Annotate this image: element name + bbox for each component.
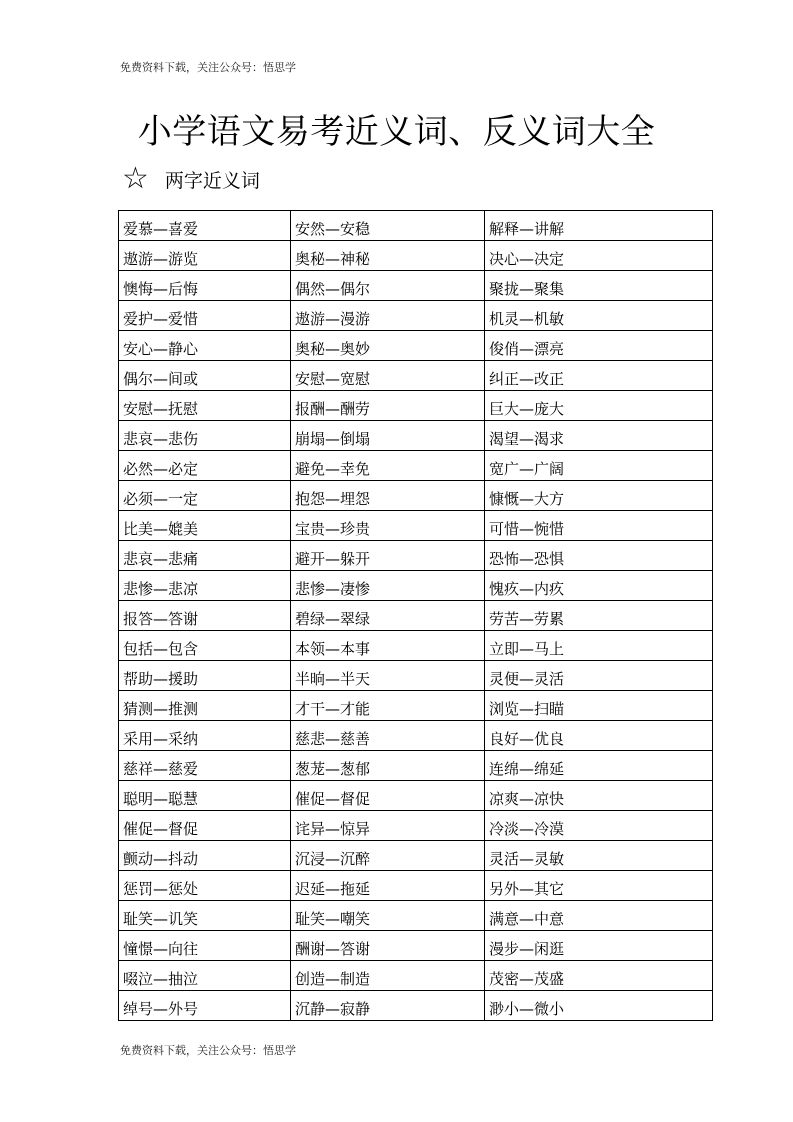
word-pair-cell: 颤动—抖动 (119, 841, 291, 871)
word-pair-cell: 碧绿—翠绿 (291, 601, 485, 631)
table-row (119, 901, 713, 931)
table-row (119, 451, 713, 481)
word-pair-cell: 包括—包含 (119, 631, 291, 661)
word-pair-cell: 愧疚—内疚 (485, 571, 713, 601)
word-table (118, 210, 713, 1021)
section-label: 两字近义词 (164, 169, 260, 192)
table-row (119, 481, 713, 511)
word-pair-cell: 聪明—聪慧 (119, 781, 291, 811)
word-pair-cell: 漫步—闲逛 (485, 931, 713, 961)
table-row (119, 781, 713, 811)
table-row (119, 331, 713, 361)
word-pair-cell: 沉浸—沉醉 (291, 841, 485, 871)
word-pair-cell: 冷淡—冷漠 (485, 811, 713, 841)
table-row (119, 721, 713, 751)
table-row (119, 211, 713, 241)
word-pair-cell: 偶尔—间或 (119, 361, 291, 391)
word-pair-cell: 机灵—机敏 (485, 301, 713, 331)
word-pair-cell: 帮助—援助 (119, 661, 291, 691)
word-pair-cell: 宽广—广阔 (485, 451, 713, 481)
word-pair-cell: 俊俏—漂亮 (485, 331, 713, 361)
word-pair-cell: 奥秘—奥妙 (291, 331, 485, 361)
word-pair-cell: 可惜—惋惜 (485, 511, 713, 541)
word-pair-cell: 另外—其它 (485, 871, 713, 901)
footer-note: 免费资料下载，关注公众号：悟思学 (120, 1044, 296, 1057)
word-pair-cell: 满意—中意 (485, 901, 713, 931)
table-row (119, 271, 713, 301)
word-pair-cell: 诧异—惊异 (291, 811, 485, 841)
table-row (119, 301, 713, 331)
word-pair-cell: 巨大—庞大 (485, 391, 713, 421)
word-pair-cell: 连绵—绵延 (485, 751, 713, 781)
word-pair-cell: 采用—采纳 (119, 721, 291, 751)
word-table-body (119, 211, 713, 1021)
table-row (119, 421, 713, 451)
word-pair-cell: 爱慕—喜爱 (119, 211, 291, 241)
word-pair-cell: 酬谢—答谢 (291, 931, 485, 961)
word-pair-cell: 茂密—茂盛 (485, 961, 713, 991)
word-pair-cell: 啜泣—抽泣 (119, 961, 291, 991)
word-pair-cell: 慈祥—慈爱 (119, 751, 291, 781)
word-pair-cell: 比美—媲美 (119, 511, 291, 541)
word-pair-cell: 本领—本事 (291, 631, 485, 661)
word-pair-cell: 解释—讲解 (485, 211, 713, 241)
word-pair-cell: 悲哀—悲伤 (119, 421, 291, 451)
word-pair-cell: 催促—督促 (291, 781, 485, 811)
word-pair-cell: 决心—决定 (485, 241, 713, 271)
word-pair-cell: 浏览—扫瞄 (485, 691, 713, 721)
word-pair-cell: 懊悔—后悔 (119, 271, 291, 301)
word-pair-cell: 安慰—宽慰 (291, 361, 485, 391)
word-pair-cell: 必须—一定 (119, 481, 291, 511)
word-pair-cell: 恐怖—恐惧 (485, 541, 713, 571)
word-pair-cell: 报答—答谢 (119, 601, 291, 631)
section-heading (122, 162, 260, 196)
word-pair-cell: 渺小—微小 (485, 991, 713, 1021)
word-pair-cell: 憧憬—向往 (119, 931, 291, 961)
word-pair-cell: 爱护—爱惜 (119, 301, 291, 331)
word-pair-cell: 安慰—抚慰 (119, 391, 291, 421)
header-note: 免费资料下载，关注公众号：悟思学 (120, 61, 296, 74)
table-row (119, 991, 713, 1021)
word-pair-cell: 灵便—灵活 (485, 661, 713, 691)
word-pair-cell: 抱怨—埋怨 (291, 481, 485, 511)
word-pair-cell: 悲哀—悲痛 (119, 541, 291, 571)
table-row (119, 631, 713, 661)
table-row (119, 391, 713, 421)
word-pair-cell: 悲惨—悲凉 (119, 571, 291, 601)
word-pair-cell: 奥秘—神秘 (291, 241, 485, 271)
word-pair-cell: 绰号—外号 (119, 991, 291, 1021)
table-row (119, 661, 713, 691)
word-pair-cell: 立即—马上 (485, 631, 713, 661)
word-pair-cell: 慈悲—慈善 (291, 721, 485, 751)
word-pair-cell: 凉爽—凉快 (485, 781, 713, 811)
word-pair-cell: 遨游—游览 (119, 241, 291, 271)
word-pair-cell: 崩塌—倒塌 (291, 421, 485, 451)
word-pair-cell: 报酬—酬劳 (291, 391, 485, 421)
word-pair-cell: 才干—才能 (291, 691, 485, 721)
word-pair-cell: 良好—优良 (485, 721, 713, 751)
word-pair-cell: 惩罚—惩处 (119, 871, 291, 901)
word-pair-cell: 葱茏—葱郁 (291, 751, 485, 781)
word-pair-cell: 避免—幸免 (291, 451, 485, 481)
table-row (119, 691, 713, 721)
table-row (119, 931, 713, 961)
word-pair-cell: 半晌—半天 (291, 661, 485, 691)
word-pair-cell: 聚拢—聚集 (485, 271, 713, 301)
table-row (119, 961, 713, 991)
word-pair-cell: 必然—必定 (119, 451, 291, 481)
word-pair-cell: 安然—安稳 (291, 211, 485, 241)
page-title: 小学语文易考近义词、反义词大全 (137, 112, 656, 152)
word-pair-cell: 宝贵—珍贵 (291, 511, 485, 541)
table-row (119, 361, 713, 391)
table-row (119, 871, 713, 901)
word-pair-cell: 遨游—漫游 (291, 301, 485, 331)
word-pair-cell: 迟延—拖延 (291, 871, 485, 901)
word-pair-cell: 灵活—灵敏 (485, 841, 713, 871)
table-row (119, 241, 713, 271)
word-pair-cell: 猜测—推测 (119, 691, 291, 721)
word-pair-cell: 偶然—偶尔 (291, 271, 485, 301)
word-pair-cell: 纠正—改正 (485, 361, 713, 391)
word-pair-cell: 劳苦—劳累 (485, 601, 713, 631)
word-pair-cell: 耻笑—嘲笑 (291, 901, 485, 931)
word-pair-cell: 催促—督促 (119, 811, 291, 841)
word-pair-cell: 悲惨—凄惨 (291, 571, 485, 601)
table-row (119, 751, 713, 781)
table-row (119, 511, 713, 541)
table-row (119, 571, 713, 601)
word-pair-cell: 沉静—寂静 (291, 991, 485, 1021)
table-row (119, 811, 713, 841)
word-pair-cell: 创造—制造 (291, 961, 485, 991)
word-pair-cell: 安心—静心 (119, 331, 291, 361)
word-pair-cell: 避开—躲开 (291, 541, 485, 571)
table-row (119, 841, 713, 871)
star-outline-icon: ☆ (122, 161, 149, 196)
word-pair-cell: 慷慨—大方 (485, 481, 713, 511)
word-pair-cell: 渴望—渴求 (485, 421, 713, 451)
table-row (119, 541, 713, 571)
word-pair-cell: 耻笑—讥笑 (119, 901, 291, 931)
table-row (119, 601, 713, 631)
